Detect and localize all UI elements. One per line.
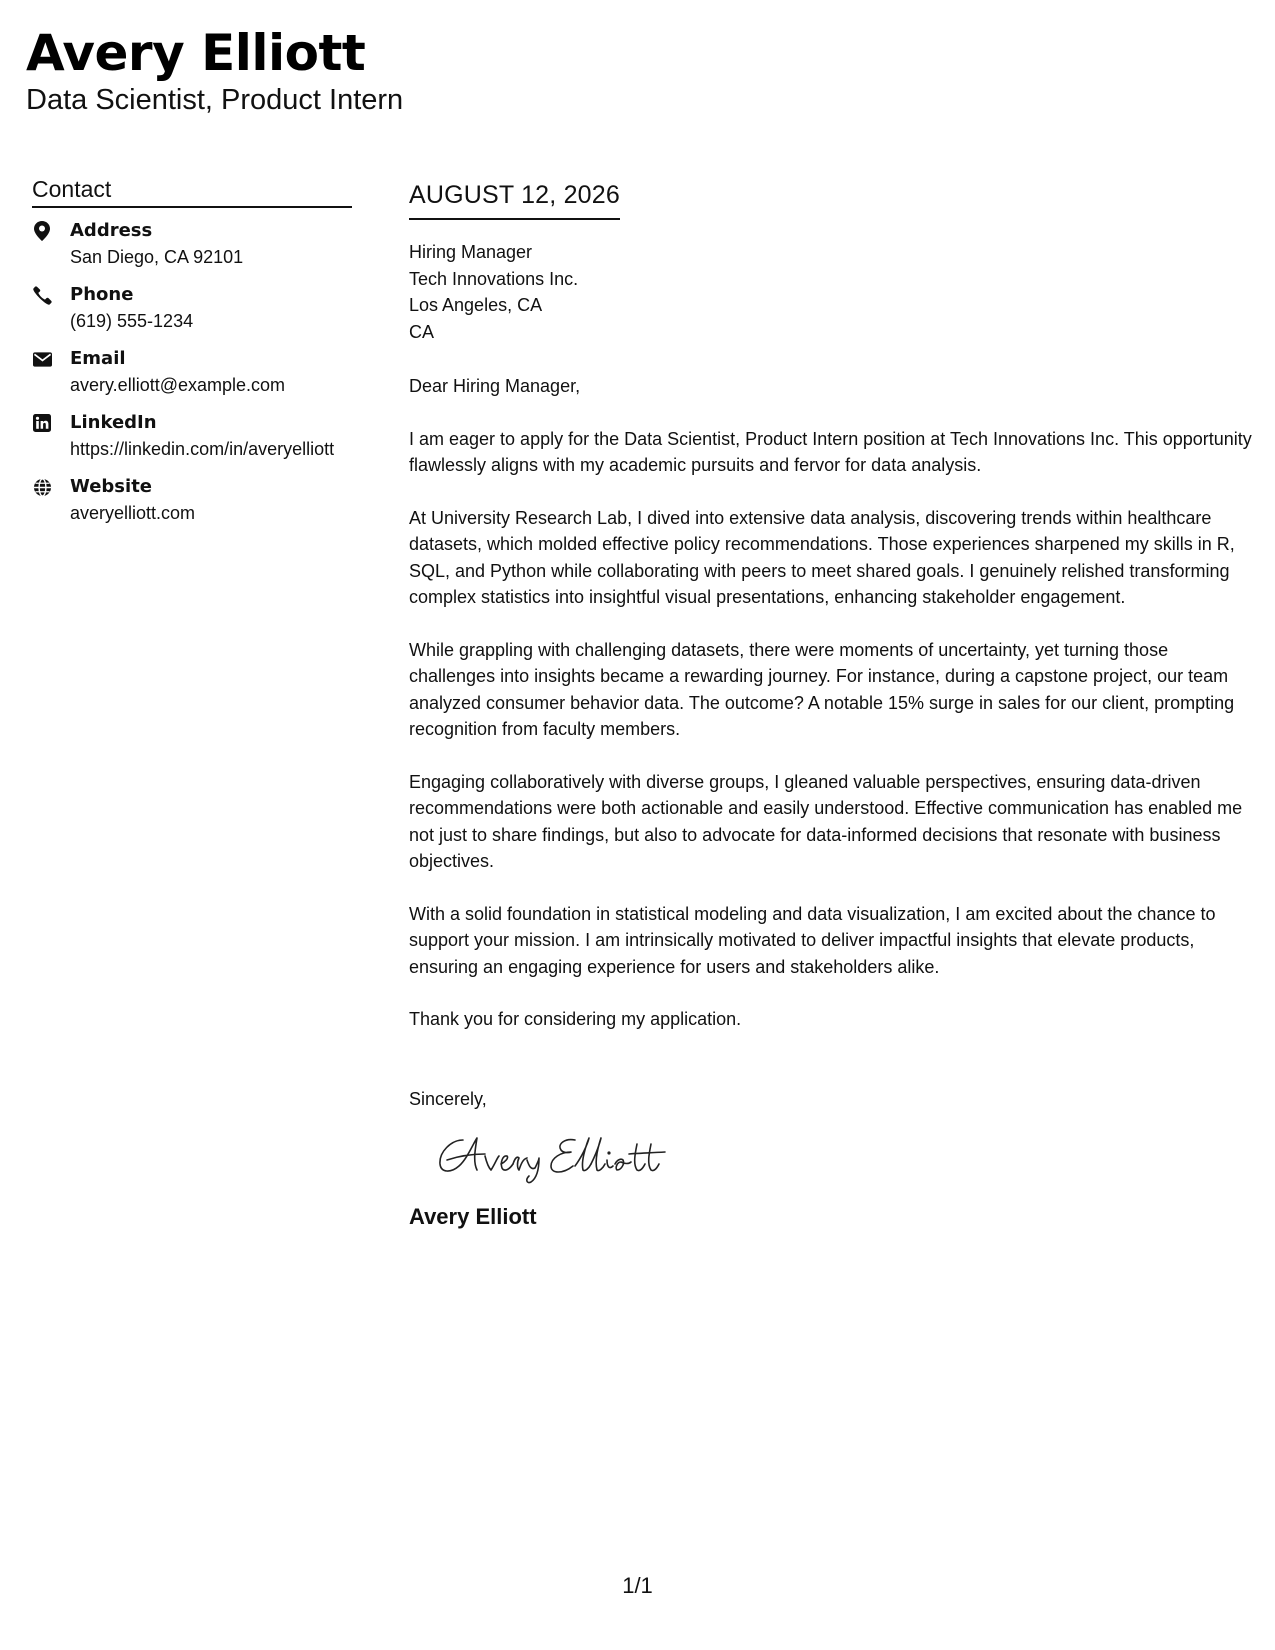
contact-item-phone xyxy=(32,282,352,334)
contact-item-address xyxy=(32,218,352,270)
applicant-name: Avery Elliott xyxy=(26,24,366,82)
linkedin-label: LinkedIn xyxy=(70,412,157,433)
letter-paragraph: At University Research Lab, I dived into extensive data analysis, discovering trends within healthcare datasets, which molded effective policy recommendations. Those experiences sharpened my skills in R, SQL, and Python while collaborating with peers to meet shared goals. I genuinely relished transforming complex statistics into insightful visual presentations, enhancing stakeholder engagement. xyxy=(409,507,1235,607)
contact-item-email xyxy=(32,346,352,398)
recipient-line: Hiring Manager xyxy=(409,242,533,262)
email-label: Email xyxy=(70,348,126,369)
contact-item-linkedin xyxy=(32,410,352,462)
letter-paragraph: Engaging collaboratively with diverse groups, I gleaned valuable perspectives, ensuring data-driven recommendations were both actionable and easily understood. Effective communication has enabled me not just to share findings, but also to advocate for data-informed decisions that resonate with business objectives. xyxy=(409,771,1243,871)
linkedin-value[interactable]: https://linkedin.com/in/averyelliott xyxy=(70,439,335,459)
recipient-line: CA xyxy=(409,321,435,342)
website-label: Website xyxy=(70,476,153,497)
letter-date: AUGUST 12, 2026 xyxy=(409,178,620,220)
recipient-block xyxy=(409,239,1254,345)
website-value[interactable]: averyelliott.com xyxy=(70,503,196,523)
recipient-line: Los Angeles, CA xyxy=(409,295,543,315)
contact-item-website xyxy=(32,474,352,526)
letter-paragraph: With a solid foundation in statistical modeling and data visualization, I am excited about the chance to support your mission. I am intrinsically motivated to deliver impactful insights that elevate products, ensuring an engaging experience for users and stakeholders alike. xyxy=(409,903,1216,977)
phone-icon xyxy=(32,285,52,305)
letter-paragraph: While grappling with challenging datasets, there were moments of uncertainty, yet turning those challenges into insights became a rewarding journey. For instance, during a capstone project, our team analyzed consumer behavior data. The outcome? A notable 15% surge in sales for our client, prompting recognition from faculty members. xyxy=(409,639,1235,739)
globe-icon xyxy=(32,477,52,497)
contact-heading: Contact xyxy=(32,174,352,208)
contact-sidebar xyxy=(32,174,352,538)
email-value: avery.elliott@example.com xyxy=(70,375,286,395)
recipient-line: Tech Innovations Inc. xyxy=(409,268,579,289)
address-value: San Diego, CA 92101 xyxy=(70,247,244,267)
applicant-title: Data Scientist, Product Intern xyxy=(26,84,404,116)
linkedin-icon xyxy=(32,413,52,433)
greeting: Dear Hiring Manager, xyxy=(409,376,581,396)
phone-value: (619) 555-1234 xyxy=(70,311,194,331)
map-pin-icon xyxy=(32,221,52,241)
letter-paragraph: I am eager to apply for the Data Scientist, Product Intern position at Tech Innovations Inc. This opportunity flawlessly aligns with my academic pursuits and fervor for data analysis. xyxy=(409,428,1252,475)
letter-paragraph: Thank you for considering my application. xyxy=(409,1009,742,1029)
closing: Sincerely, xyxy=(409,1088,487,1109)
phone-label: Phone xyxy=(70,284,134,305)
address-label: Address xyxy=(70,220,153,241)
envelope-icon xyxy=(32,349,52,369)
handwritten-signature xyxy=(433,1126,1254,1186)
page-number: 1/1 xyxy=(622,1573,653,1598)
letter-body xyxy=(409,178,1254,1232)
signer-name: Avery Elliott xyxy=(409,1204,537,1229)
